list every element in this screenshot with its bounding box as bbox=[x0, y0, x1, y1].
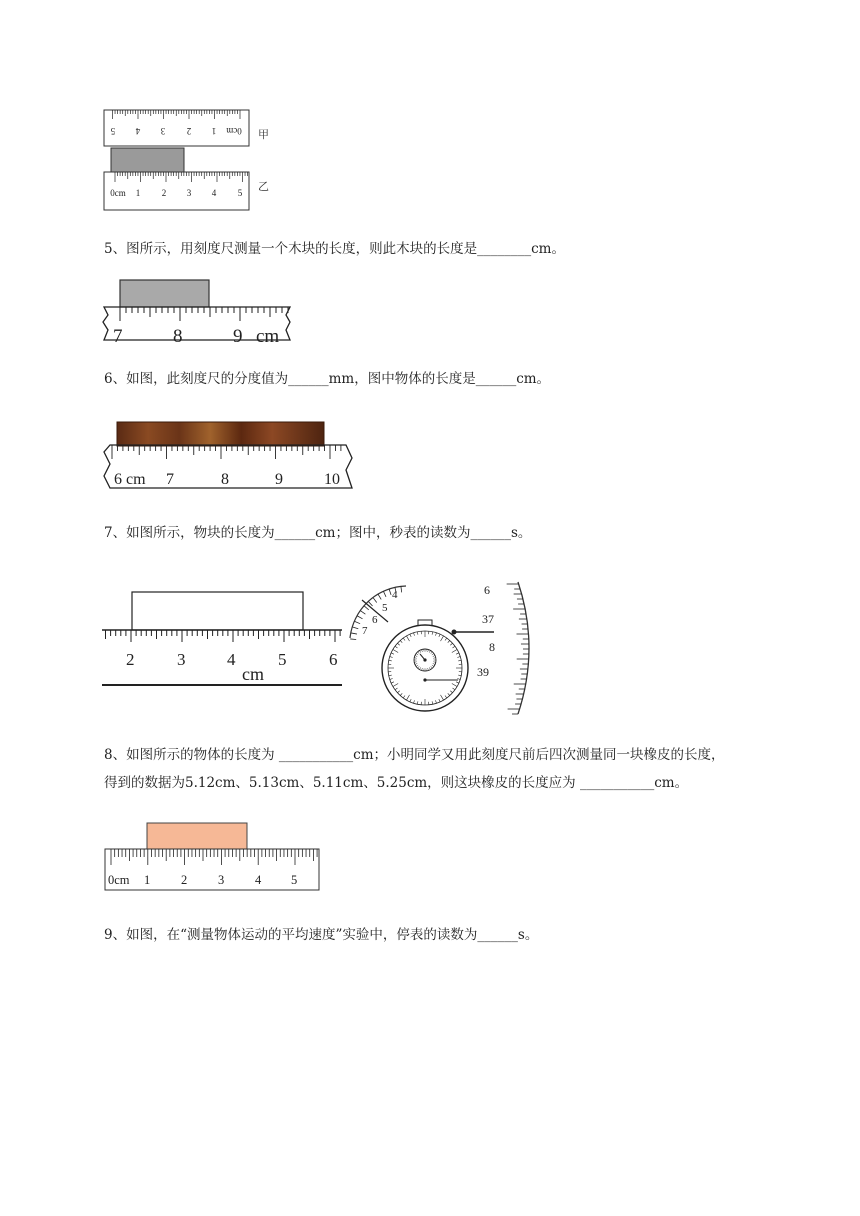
ruler-label-1: 1 bbox=[144, 873, 151, 887]
small-dial-tick bbox=[401, 586, 402, 592]
small-dial-tick bbox=[364, 606, 369, 610]
figure-ruler-q8 bbox=[100, 820, 330, 894]
figure-ruler-q6 bbox=[100, 418, 360, 494]
question-5: 5、图所示，用刻度尺测量一个木块的长度，则此木块的长度是________cm。 bbox=[104, 241, 565, 257]
wood-block bbox=[120, 280, 209, 307]
wooden-object bbox=[117, 422, 324, 446]
ruler-label-3: 3 bbox=[218, 873, 225, 887]
ruler-label-0cm: 0cm bbox=[108, 873, 130, 887]
ruler-label-4: 4 bbox=[255, 873, 262, 887]
ruler-label-3: 3 bbox=[177, 650, 186, 669]
ruler-label-9: 9 bbox=[233, 326, 243, 347]
small-dial-tick bbox=[389, 589, 391, 595]
measured-block bbox=[111, 148, 184, 172]
bottom-ruler-label: 0cm bbox=[110, 188, 126, 198]
ruler-label-7: 7 bbox=[166, 471, 174, 488]
small-dial-tick bbox=[350, 639, 356, 640]
small-dial-tick bbox=[355, 621, 361, 623]
question-8-line-2: 得到的数据为5.12cm、5.13cm、5.11cm、5.25cm，则这块橡皮的长度应为 ___________cm。 bbox=[104, 775, 689, 791]
small-dial-label-6: 6 bbox=[372, 614, 378, 626]
measured-block bbox=[132, 592, 303, 630]
small-dial-tick bbox=[357, 616, 362, 619]
small-dial-label-5: 5 bbox=[382, 602, 388, 614]
figure-ruler-q5 bbox=[100, 278, 300, 348]
big-dial-label-39: 39 bbox=[477, 665, 489, 679]
bottom-ruler-label: 1 bbox=[135, 188, 141, 198]
ruler-label-5: 5 bbox=[291, 873, 298, 887]
bottom-ruler-frame bbox=[104, 172, 249, 210]
ruler-unit: cm bbox=[256, 326, 280, 347]
bottom-ruler-label: 3 bbox=[186, 188, 192, 198]
ruler-label-10: 10 bbox=[324, 471, 340, 488]
small-dial-arc bbox=[350, 586, 406, 638]
small-dial-tick bbox=[378, 594, 381, 599]
big-dial-label-37: 37 bbox=[482, 612, 494, 626]
top-ruler-label: 0cm bbox=[226, 126, 242, 136]
bottom-ruler-label: 5 bbox=[237, 188, 243, 198]
small-dial-tick bbox=[351, 633, 357, 634]
small-dial-tick bbox=[373, 598, 377, 603]
top-ruler-label: 4 bbox=[135, 126, 141, 136]
small-dial-tick bbox=[353, 627, 359, 629]
ruler-unit: cm bbox=[242, 664, 264, 684]
top-ruler-label: 5 bbox=[110, 126, 116, 136]
question-9: 9、如图，在“测量物体运动的平均速度”实验中，停表的读数为______s。 bbox=[104, 927, 539, 943]
ruler-label-2: 2 bbox=[126, 650, 135, 669]
ruler-label-6cm: 6 cm bbox=[114, 471, 146, 488]
ruler-label-8: 8 bbox=[221, 471, 229, 488]
figure-ruler-and-stopwatch bbox=[100, 578, 540, 720]
top-ruler-name: 甲 bbox=[258, 129, 269, 141]
small-dial-label-7: 7 bbox=[362, 625, 368, 637]
bottom-ruler-name: 乙 bbox=[258, 181, 269, 193]
bottom-ruler-label: 2 bbox=[161, 188, 167, 198]
ruler-label-4: 4 bbox=[227, 650, 236, 669]
ruler-label-7: 7 bbox=[113, 326, 123, 347]
ruler-label-2: 2 bbox=[181, 873, 188, 887]
ruler-label-6: 6 bbox=[329, 650, 338, 669]
ruler-label-9: 9 bbox=[275, 471, 283, 488]
ruler-label-5: 5 bbox=[278, 650, 287, 669]
top-ruler-label: 3 bbox=[160, 126, 166, 136]
top-ruler-label: 2 bbox=[186, 126, 192, 136]
big-dial-label-6: 6 bbox=[484, 583, 490, 597]
ruler-label-8: 8 bbox=[173, 326, 183, 347]
bottom-ruler-label: 4 bbox=[211, 188, 217, 198]
big-dial-label-8: 8 bbox=[489, 640, 495, 654]
small-dial-tick bbox=[360, 611, 365, 614]
question-7: 7、如图所示，物块的长度为______cm；图中，秒表的读数为______s。 bbox=[104, 525, 532, 541]
question-6: 6、如图，此刻度尺的分度值为______mm，图中物体的长度是______cm。 bbox=[104, 371, 551, 387]
eraser-block bbox=[147, 823, 247, 849]
question-8-line-1: 8、如图所示的物体的长度为 ___________cm；小明同学又用此刻度尺前后四次测量同一块橡皮的长度， bbox=[104, 747, 725, 763]
top-ruler-label: 1 bbox=[211, 126, 217, 136]
small-dial-tick bbox=[383, 591, 386, 596]
figure-two-rulers bbox=[100, 108, 280, 214]
small-dial-label-4: 4 bbox=[392, 589, 398, 601]
